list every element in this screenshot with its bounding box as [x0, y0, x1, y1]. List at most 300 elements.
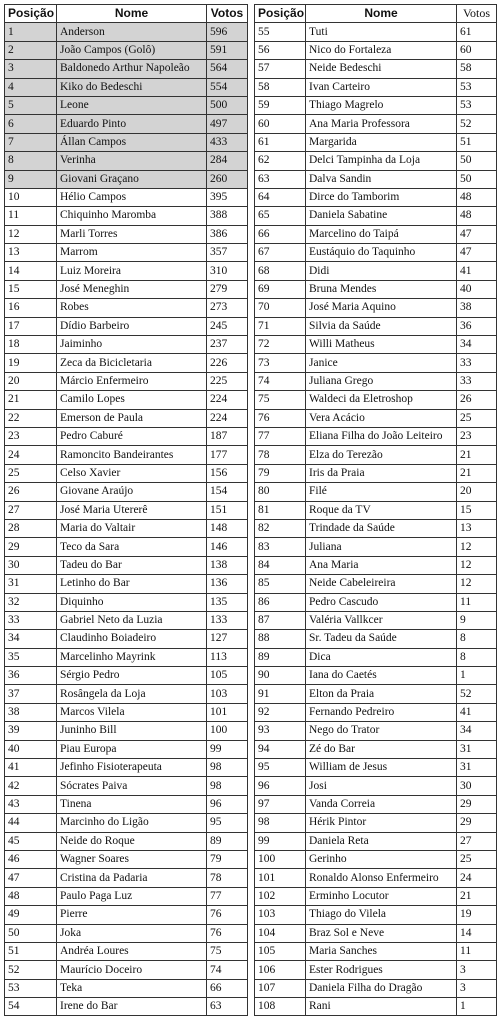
cell-nome: Nico do Fortaleza [306, 41, 457, 59]
table-row [255, 832, 497, 850]
table-row [255, 575, 497, 593]
cell-posicao: 63 [255, 170, 306, 188]
cell-nome: Pierre [57, 906, 207, 924]
header-votos: Votos [457, 5, 497, 23]
table-row [255, 446, 497, 464]
cell-nome: Giovani Graçano [57, 170, 207, 188]
cell-votos: 40 [457, 280, 497, 298]
cell-nome: Zeca da Bicicletaria [57, 354, 207, 372]
cell-nome: Robes [57, 299, 207, 317]
cell-posicao: 84 [255, 556, 306, 574]
cell-votos: 19 [457, 906, 497, 924]
cell-nome: Andréa Loures [57, 942, 207, 960]
header-row [255, 5, 497, 23]
cell-nome: Dídio Barbeiro [57, 317, 207, 335]
cell-posicao: 102 [255, 887, 306, 905]
cell-votos: 75 [207, 942, 248, 960]
cell-posicao: 53 [5, 979, 57, 997]
cell-votos: 135 [207, 593, 248, 611]
table-row [255, 538, 497, 556]
cell-nome: Maria do Valtair [57, 519, 207, 537]
table-row [5, 519, 248, 537]
cell-nome: Leone [57, 96, 207, 114]
table-row [5, 372, 248, 390]
cell-posicao: 26 [5, 483, 57, 501]
table-row [5, 299, 248, 317]
header-nome: Nome [57, 5, 207, 23]
cell-nome: Didi [306, 262, 457, 280]
cell-votos: 63 [207, 998, 248, 1016]
cell-nome: Marcelino do Taipá [306, 225, 457, 243]
table-row [5, 850, 248, 868]
cell-votos: 564 [207, 60, 248, 78]
cell-votos: 260 [207, 170, 248, 188]
cell-nome: Neide Bedeschi [306, 60, 457, 78]
cell-posicao: 76 [255, 409, 306, 427]
cell-votos: 60 [457, 41, 497, 59]
cell-posicao: 8 [5, 152, 57, 170]
cell-posicao: 75 [255, 391, 306, 409]
table-row [255, 611, 497, 629]
cell-votos: 138 [207, 556, 248, 574]
table-row [5, 354, 248, 372]
cell-posicao: 90 [255, 667, 306, 685]
cell-nome: Juliana [306, 538, 457, 556]
cell-votos: 103 [207, 685, 248, 703]
cell-nome: Tuti [306, 23, 457, 41]
cell-votos: 98 [207, 777, 248, 795]
cell-votos: 12 [457, 556, 497, 574]
cell-votos: 25 [457, 409, 497, 427]
table-row [255, 869, 497, 887]
cell-posicao: 18 [5, 336, 57, 354]
table-row [255, 630, 497, 648]
cell-posicao: 49 [5, 906, 57, 924]
cell-posicao: 86 [255, 593, 306, 611]
cell-votos: 388 [207, 207, 248, 225]
cell-posicao: 4 [5, 78, 57, 96]
cell-nome: Ramoncito Bandeirantes [57, 446, 207, 464]
cell-votos: 156 [207, 464, 248, 482]
table-row [5, 630, 248, 648]
table-row [5, 777, 248, 795]
cell-posicao: 23 [5, 427, 57, 445]
cell-nome: Pedro Caburé [57, 427, 207, 445]
table-row [255, 133, 497, 151]
cell-posicao: 42 [5, 777, 57, 795]
cell-votos: 284 [207, 152, 248, 170]
cell-nome: Bruna Mendes [306, 280, 457, 298]
cell-nome: Cristina da Padaria [57, 869, 207, 887]
cell-posicao: 83 [255, 538, 306, 556]
cell-nome: Dica [306, 648, 457, 666]
cell-nome: José Maria Utererê [57, 501, 207, 519]
cell-votos: 23 [457, 427, 497, 445]
header-posicao: Posição [5, 5, 57, 23]
cell-nome: Waldeci da Eletroshop [306, 391, 457, 409]
table-row [255, 703, 497, 721]
table-row [5, 317, 248, 335]
cell-nome: Juliana Grego [306, 372, 457, 390]
cell-nome: Josi [306, 777, 457, 795]
cell-nome: João Campos (Golô) [57, 41, 207, 59]
table-row [255, 60, 497, 78]
cell-nome: Jefinho Fisioterapeuta [57, 759, 207, 777]
cell-nome: Ivan Carteiro [306, 78, 457, 96]
cell-votos: 151 [207, 501, 248, 519]
cell-nome: Pedro Cascudo [306, 593, 457, 611]
cell-votos: 34 [457, 336, 497, 354]
cell-votos: 30 [457, 777, 497, 795]
cell-votos: 58 [457, 60, 497, 78]
cell-nome: Thiago do Vilela [306, 906, 457, 924]
cell-nome: Letinho do Bar [57, 575, 207, 593]
cell-nome: Silvia da Saúde [306, 317, 457, 335]
cell-votos: 1 [457, 667, 497, 685]
cell-nome: Ester Rodrigues [306, 961, 457, 979]
cell-posicao: 27 [5, 501, 57, 519]
cell-votos: 53 [457, 78, 497, 96]
cell-posicao: 3 [5, 60, 57, 78]
cell-nome: William de Jesus [306, 759, 457, 777]
cell-nome: Dalva Sandin [306, 170, 457, 188]
table-row [255, 483, 497, 501]
cell-posicao: 103 [255, 906, 306, 924]
cell-posicao: 15 [5, 280, 57, 298]
cell-nome: Marcelinho Mayrink [57, 648, 207, 666]
cell-nome: Tinena [57, 795, 207, 813]
cell-posicao: 14 [5, 262, 57, 280]
cell-posicao: 101 [255, 869, 306, 887]
cell-nome: Thiago Magrelo [306, 96, 457, 114]
cell-nome: Kiko do Bedeschi [57, 78, 207, 96]
cell-nome: Claudinho Boiadeiro [57, 630, 207, 648]
cell-nome: Luiz Moreira [57, 262, 207, 280]
cell-posicao: 57 [255, 60, 306, 78]
cell-posicao: 1 [5, 23, 57, 41]
cell-votos: 225 [207, 372, 248, 390]
table-row [5, 575, 248, 593]
table-row [255, 464, 497, 482]
table-row [255, 961, 497, 979]
table-row [255, 225, 497, 243]
table-row [255, 814, 497, 832]
cell-nome: Margarida [306, 133, 457, 151]
cell-nome: Valéria Vallkcer [306, 611, 457, 629]
cell-votos: 279 [207, 280, 248, 298]
table-row [5, 483, 248, 501]
table-row [5, 722, 248, 740]
cell-votos: 105 [207, 667, 248, 685]
table-row [255, 391, 497, 409]
table-row [5, 906, 248, 924]
table-row [255, 593, 497, 611]
cell-votos: 154 [207, 483, 248, 501]
cell-nome: Paulo Paga Luz [57, 887, 207, 905]
cell-votos: 27 [457, 832, 497, 850]
table-row [5, 427, 248, 445]
cell-nome: Rosângela da Loja [57, 685, 207, 703]
cell-posicao: 91 [255, 685, 306, 703]
cell-votos: 77 [207, 887, 248, 905]
cell-posicao: 19 [5, 354, 57, 372]
cell-nome: Daniela Filha do Dragão [306, 979, 457, 997]
cell-nome: Marli Torres [57, 225, 207, 243]
table-body-right [255, 23, 497, 1016]
table-row [5, 464, 248, 482]
table-row [255, 667, 497, 685]
cell-nome: Baldonedo Arthur Napoleão [57, 60, 207, 78]
cell-posicao: 69 [255, 280, 306, 298]
cell-nome: Janice [306, 354, 457, 372]
cell-nome: Tadeu do Bar [57, 556, 207, 574]
table-row [255, 887, 497, 905]
cell-nome: Daniela Reta [306, 832, 457, 850]
cell-posicao: 56 [255, 41, 306, 59]
table-row [255, 96, 497, 114]
cell-posicao: 20 [5, 372, 57, 390]
cell-nome: Willi Matheus [306, 336, 457, 354]
cell-posicao: 62 [255, 152, 306, 170]
cell-posicao: 51 [5, 942, 57, 960]
table-row [5, 133, 248, 151]
cell-votos: 226 [207, 354, 248, 372]
cell-nome: Anderson [57, 23, 207, 41]
results-table-right [254, 4, 497, 1016]
table-row [5, 703, 248, 721]
cell-votos: 26 [457, 391, 497, 409]
cell-posicao: 72 [255, 336, 306, 354]
table-row [5, 41, 248, 59]
cell-nome: Elza do Terezão [306, 446, 457, 464]
cell-posicao: 54 [5, 998, 57, 1016]
cell-votos: 497 [207, 115, 248, 133]
cell-posicao: 99 [255, 832, 306, 850]
cell-nome: Celso Xavier [57, 464, 207, 482]
cell-votos: 50 [457, 152, 497, 170]
cell-votos: 224 [207, 391, 248, 409]
cell-votos: 41 [457, 703, 497, 721]
table-row [5, 942, 248, 960]
cell-posicao: 21 [5, 391, 57, 409]
table-row [255, 115, 497, 133]
cell-votos: 12 [457, 538, 497, 556]
cell-nome: Marrom [57, 244, 207, 262]
cell-nome: Braz Sol e Neve [306, 924, 457, 942]
cell-posicao: 47 [5, 869, 57, 887]
cell-posicao: 24 [5, 446, 57, 464]
cell-votos: 61 [457, 23, 497, 41]
cell-nome: Nego do Trator [306, 722, 457, 740]
table-row [5, 96, 248, 114]
table-row [5, 262, 248, 280]
cell-nome: Márcio Enfermeiro [57, 372, 207, 390]
cell-nome: Camilo Lopes [57, 391, 207, 409]
cell-votos: 29 [457, 814, 497, 832]
cell-votos: 245 [207, 317, 248, 335]
table-row [255, 317, 497, 335]
cell-votos: 53 [457, 96, 497, 114]
table-row [255, 372, 497, 390]
table-row [5, 336, 248, 354]
cell-votos: 51 [457, 133, 497, 151]
table-row [255, 23, 497, 41]
table-row [5, 23, 248, 41]
cell-posicao: 68 [255, 262, 306, 280]
cell-posicao: 38 [5, 703, 57, 721]
cell-posicao: 55 [255, 23, 306, 41]
table-row [5, 60, 248, 78]
table-row [255, 648, 497, 666]
cell-posicao: 17 [5, 317, 57, 335]
cell-votos: 36 [457, 317, 497, 335]
cell-posicao: 107 [255, 979, 306, 997]
cell-votos: 38 [457, 299, 497, 317]
cell-nome: Iana do Caetés [306, 667, 457, 685]
cell-votos: 11 [457, 942, 497, 960]
cell-posicao: 64 [255, 188, 306, 206]
cell-votos: 136 [207, 575, 248, 593]
table-row [5, 170, 248, 188]
cell-posicao: 48 [5, 887, 57, 905]
table-row [255, 906, 497, 924]
header-posicao: Posição [255, 5, 306, 23]
cell-posicao: 95 [255, 759, 306, 777]
cell-nome: Piau Europa [57, 740, 207, 758]
cell-votos: 15 [457, 501, 497, 519]
cell-nome: Eliana Filha do João Leiteiro [306, 427, 457, 445]
cell-votos: 29 [457, 795, 497, 813]
table-row [5, 814, 248, 832]
table-row [255, 152, 497, 170]
table-row [5, 832, 248, 850]
cell-votos: 310 [207, 262, 248, 280]
table-row [255, 78, 497, 96]
cell-posicao: 29 [5, 538, 57, 556]
table-row [5, 593, 248, 611]
cell-votos: 31 [457, 759, 497, 777]
table-row [5, 961, 248, 979]
cell-votos: 113 [207, 648, 248, 666]
cell-nome: Teka [57, 979, 207, 997]
cell-votos: 33 [457, 354, 497, 372]
cell-posicao: 82 [255, 519, 306, 537]
cell-nome: Ronaldo Alonso Enfermeiro [306, 869, 457, 887]
cell-votos: 47 [457, 225, 497, 243]
table-row [255, 280, 497, 298]
table-row [5, 685, 248, 703]
cell-nome: Állan Campos [57, 133, 207, 151]
cell-votos: 47 [457, 244, 497, 262]
table-row [255, 409, 497, 427]
cell-votos: 500 [207, 96, 248, 114]
cell-votos: 1 [457, 998, 497, 1016]
cell-votos: 21 [457, 464, 497, 482]
table-row [5, 869, 248, 887]
cell-nome: Fernando Pedreiro [306, 703, 457, 721]
cell-votos: 99 [207, 740, 248, 758]
cell-votos: 66 [207, 979, 248, 997]
table-row [5, 115, 248, 133]
cell-posicao: 28 [5, 519, 57, 537]
table-row [255, 740, 497, 758]
cell-nome: Ana Maria Professora [306, 115, 457, 133]
cell-votos: 33 [457, 372, 497, 390]
cell-posicao: 88 [255, 630, 306, 648]
cell-votos: 395 [207, 188, 248, 206]
header-nome: Nome [306, 5, 457, 23]
cell-posicao: 77 [255, 427, 306, 445]
table-row [5, 998, 248, 1016]
table-row [5, 667, 248, 685]
cell-votos: 224 [207, 409, 248, 427]
cell-nome: Zé do Bar [306, 740, 457, 758]
cell-posicao: 108 [255, 998, 306, 1016]
cell-nome: Joka [57, 924, 207, 942]
cell-nome: Ana Maria [306, 556, 457, 574]
cell-nome: Wagner Soares [57, 850, 207, 868]
cell-votos: 31 [457, 740, 497, 758]
table-row [5, 924, 248, 942]
table-row [255, 556, 497, 574]
table-row [5, 759, 248, 777]
table-row [255, 299, 497, 317]
table-row [255, 979, 497, 997]
cell-nome: Chiquinho Maromba [57, 207, 207, 225]
table-row [5, 556, 248, 574]
table-row [5, 244, 248, 262]
cell-posicao: 78 [255, 446, 306, 464]
cell-nome: Juninho Bill [57, 722, 207, 740]
cell-posicao: 31 [5, 575, 57, 593]
cell-posicao: 44 [5, 814, 57, 832]
table-row [5, 188, 248, 206]
cell-posicao: 94 [255, 740, 306, 758]
cell-votos: 13 [457, 519, 497, 537]
cell-nome: José Meneghin [57, 280, 207, 298]
table-row [5, 979, 248, 997]
cell-votos: 89 [207, 832, 248, 850]
cell-nome: Marcinho do Ligão [57, 814, 207, 832]
cell-nome: Marcos Vilela [57, 703, 207, 721]
cell-posicao: 12 [5, 225, 57, 243]
table-row [255, 759, 497, 777]
cell-nome: Sr. Tadeu da Saúde [306, 630, 457, 648]
cell-posicao: 73 [255, 354, 306, 372]
cell-posicao: 100 [255, 850, 306, 868]
cell-votos: 21 [457, 446, 497, 464]
cell-posicao: 2 [5, 41, 57, 59]
cell-posicao: 16 [5, 299, 57, 317]
cell-votos: 52 [457, 685, 497, 703]
cell-nome: Maria Sanches [306, 942, 457, 960]
cell-posicao: 30 [5, 556, 57, 574]
cell-votos: 48 [457, 207, 497, 225]
cell-nome: Hérik Pintor [306, 814, 457, 832]
cell-votos: 100 [207, 722, 248, 740]
cell-nome: Giovane Araújo [57, 483, 207, 501]
cell-votos: 24 [457, 869, 497, 887]
table-row [255, 170, 497, 188]
table-row [255, 777, 497, 795]
cell-posicao: 98 [255, 814, 306, 832]
cell-votos: 20 [457, 483, 497, 501]
cell-votos: 8 [457, 648, 497, 666]
cell-votos: 12 [457, 575, 497, 593]
cell-posicao: 7 [5, 133, 57, 151]
table-body-left [5, 23, 248, 1016]
cell-votos: 78 [207, 869, 248, 887]
